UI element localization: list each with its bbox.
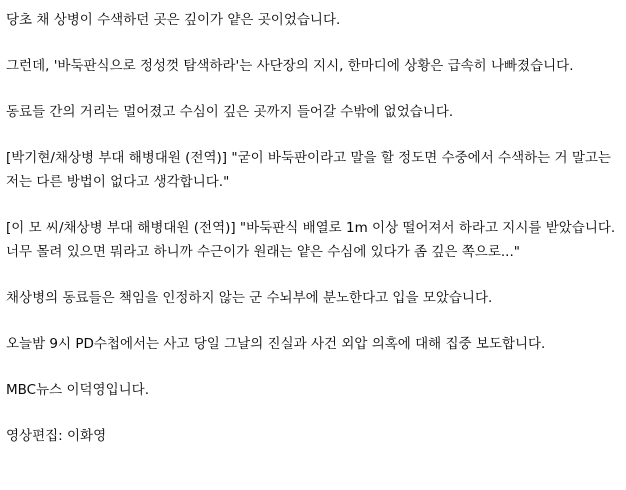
article-quote-paragraph: [이 모 씨/채상병 부대 해병대원 (전역)] "바둑판식 배열로 1m 이상 떨어져서 하라고 지시를 받았습니다. 너무 몰려 있으면 뭐라고 하니까 수근이가 원래는 얕은 수심에 있다가 좀 깊은 쪽으로..." [6, 220, 616, 260]
article-paragraph: 채상병의 동료들은 책임을 인정하지 않는 군 수뇌부에 분노한다고 입을 모았습니다. [6, 290, 493, 306]
article-paragraph: 동료들 간의 거리는 멀어졌고 수심이 깊은 곳까지 들어갈 수밖에 없었습니다. [6, 104, 454, 120]
article-paragraph: 당초 채 상병이 수색하던 곳은 깊이가 얕은 곳이었습니다. [6, 12, 341, 28]
article-paragraph: 그런데, '바둑판식으로 정성껏 탐색하라'는 사단장의 지시, 한마디에 상황은 급속히 나빠졌습니다. [6, 58, 574, 74]
article-credits: 영상편집: 이화영 [6, 428, 107, 444]
article-quote-paragraph: [박기현/채상병 부대 해병대원 (전역)] "굳이 바둑판이라고 말을 할 정도면 수중에서 수색하는 거 말고는 저는 다른 방법이 없다고 생각합니다." [6, 150, 611, 190]
article-signoff: MBC뉴스 이덕영입니다. [6, 382, 150, 398]
article-paragraph: 오늘밤 9시 PD수첩에서는 사고 당일 그날의 진실과 사건 외압 의혹에 대해 집중 보도합니다. [6, 336, 546, 352]
